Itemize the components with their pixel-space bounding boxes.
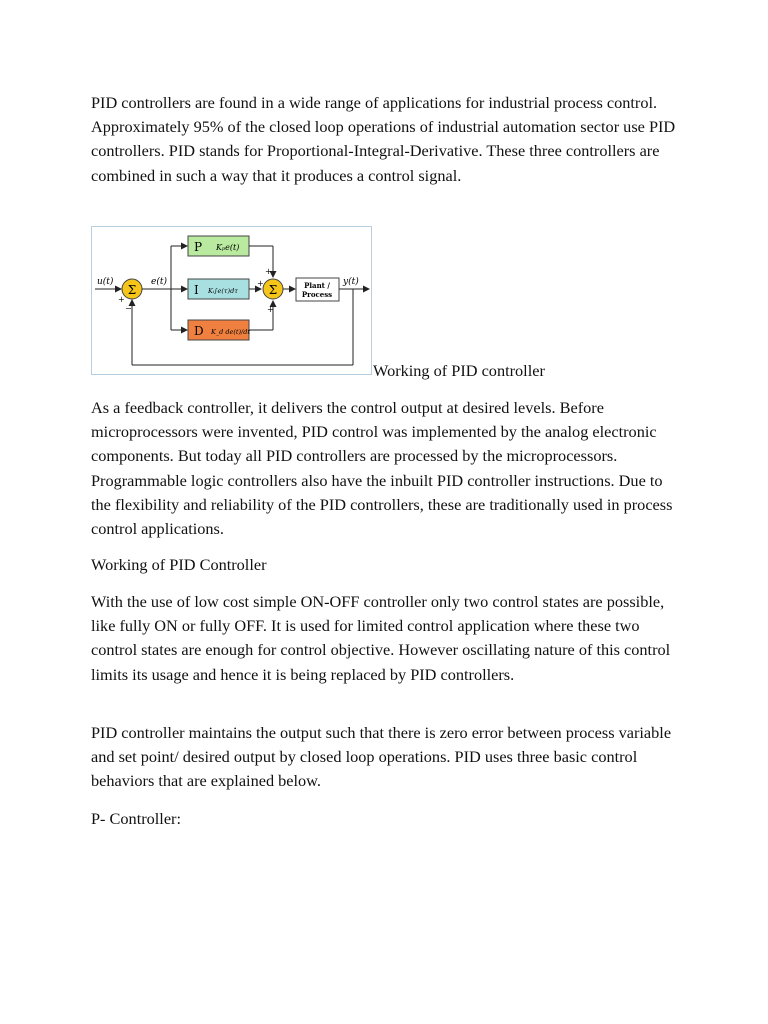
- plant-label-1: Plant /: [304, 281, 330, 290]
- pid-output-paragraph: PID controller maintains the output such that there is zero error between process variable and set point/ desired output by closed loop operations. PID uses three basic control behaviors that are explained below.: [91, 723, 672, 791]
- feedback-paragraph: As a feedback controller, it delivers the control output at desired levels. Before microprocessors were invented, PID control was implemented by the analog electronic components. But today all PID controllers are processed by the microprocessors. Programmable logic controllers also have the inbuilt PID controller instructions. Due to the flexibility and reliability of the PID controllers, these are traditionally used in process control applications.: [91, 398, 673, 539]
- sum1-minus: −: [125, 304, 132, 313]
- on-off-paragraph: With the use of low cost simple ON-OFF controller only two control states are possible, like fully ON or fully OFF. It is used for limited control application where these two control states are enough for control objective. However oscillating nature of this control limits its usage and hence it is being replaced by PID controllers.: [91, 592, 671, 684]
- d-letter: D: [194, 324, 204, 338]
- pid-block-diagram: [91, 226, 373, 376]
- i-formula: Kᵢ∫e(τ)dτ: [208, 287, 238, 295]
- plant-label-2: Process: [301, 290, 333, 299]
- sum2-plus-left: +: [257, 279, 264, 288]
- section-heading-p-controller: P- Controller:: [91, 809, 181, 828]
- intro-paragraph: PID controllers are found in a wide range of applications for industrial process control. Approximately 95% of the closed loop operations of industrial automation sector use PID controllers. PID stands for Proportional-Integral-Derivative. These three controllers are combined in such a way that it produces a control signal.: [91, 93, 676, 185]
- section-heading-working: Working of PID Controller: [91, 555, 267, 574]
- figure-caption: Working of PID controller: [373, 361, 545, 380]
- sum-symbol-2: Σ: [268, 283, 278, 297]
- input-label: u(t): [97, 277, 114, 287]
- sum2-plus-top: +: [265, 267, 272, 276]
- p-formula: Kₚe(t): [216, 243, 240, 252]
- i-letter: I: [194, 283, 199, 297]
- output-label: y(t): [343, 277, 359, 287]
- sum-symbol-1: Σ: [127, 283, 137, 297]
- p-letter: P: [194, 240, 203, 254]
- sum1-plus: +: [118, 295, 125, 304]
- d-formula: K_d de(t)/dt: [211, 328, 250, 336]
- sum2-plus-bottom: +: [267, 305, 274, 314]
- pid-diagram-svg: [91, 226, 373, 376]
- error-label: e(t): [151, 277, 167, 287]
